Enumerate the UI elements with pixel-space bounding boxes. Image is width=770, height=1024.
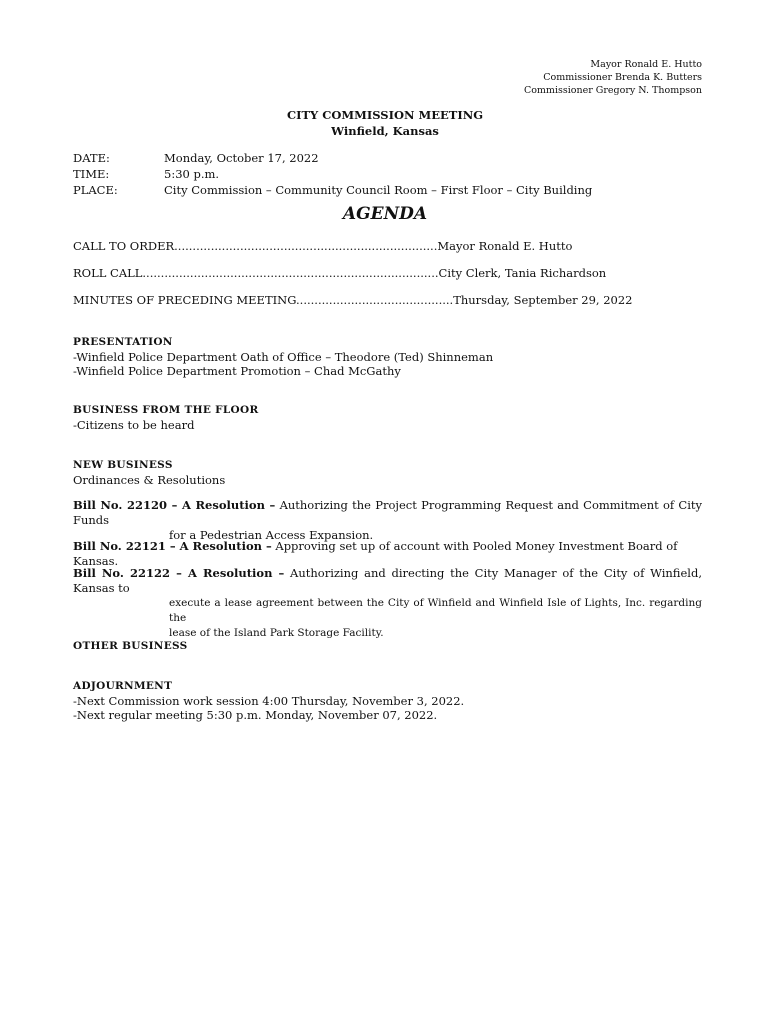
place-value: City Commission – Community Council Room – First Floor – City Building xyxy=(164,183,593,197)
meeting-location: Winfield, Kansas xyxy=(331,124,439,138)
presentation-section xyxy=(73,335,493,379)
bill-continuation: lease of the Island Park Storage Facility. xyxy=(169,627,384,639)
official-commissioner-1: Commissioner Brenda K. Butters xyxy=(543,72,702,83)
business-from-floor-heading: BUSINESS FROM THE FLOOR xyxy=(73,404,259,416)
meeting-title-block xyxy=(0,107,770,139)
minutes-value: Thursday, September 29, 2022 xyxy=(453,293,633,307)
roll-call-label: ROLL CALL xyxy=(73,266,143,280)
roll-call-line xyxy=(73,266,606,280)
date-value: Monday, October 17, 2022 xyxy=(164,151,319,165)
place-label: PLACE: xyxy=(73,183,118,197)
other-business-section xyxy=(73,639,188,654)
adjournment-item: -Next regular meeting 5:30 p.m. Monday, November 07, 2022. xyxy=(73,708,438,722)
bill-text: Authorizing and directing the City Manager of the City of Winfield, Kansas to xyxy=(73,566,702,595)
bill-first-line xyxy=(73,539,702,569)
date-row xyxy=(73,150,592,166)
time-row xyxy=(73,166,592,182)
bill-continuation: for a Pedestrian Access Expansion. xyxy=(169,528,374,542)
new-business-section xyxy=(73,458,225,487)
adjournment-heading: ADJOURNMENT xyxy=(73,680,173,692)
minutes-label: MINUTES OF PRECEDING MEETING xyxy=(73,293,297,307)
bill-first-line xyxy=(73,498,702,528)
minutes-line xyxy=(73,293,633,307)
official-mayor: Mayor Ronald E. Hutto xyxy=(590,59,702,70)
bill-22122 xyxy=(73,566,702,641)
bill-first-line xyxy=(73,566,702,596)
presentation-item: -Winfield Police Department Promotion – Chad McGathy xyxy=(73,364,401,378)
place-row xyxy=(73,182,592,198)
agenda-title: AGENDA xyxy=(342,204,428,224)
business-from-floor-section xyxy=(73,403,258,432)
time-label: TIME: xyxy=(73,167,110,181)
meeting-info xyxy=(73,150,592,198)
time-value: 5:30 p.m. xyxy=(164,167,220,181)
business-from-floor-item: -Citizens to be heard xyxy=(73,417,195,432)
bill-continuation: execute a lease agreement between the City of Winfield and Winfield Isle of Lights, Inc. regarding the xyxy=(169,597,702,624)
minutes-dots: ........................................... xyxy=(296,293,454,307)
bill-text: Approving set up of account with Pooled Money Investment Board of Kansas. xyxy=(73,539,678,568)
call-to-order-value: Mayor Ronald E. Hutto xyxy=(437,239,573,253)
bill-number: Bill No. 22120 – A Resolution – xyxy=(73,498,276,512)
call-to-order-dots: ........................................................................ xyxy=(174,239,438,253)
official-commissioner-2: Commissioner Gregory N. Thompson xyxy=(523,85,702,96)
bill-number: Bill No. 22121 – A Resolution – xyxy=(73,539,272,553)
other-business-heading: OTHER BUSINESS xyxy=(73,640,188,652)
bill-22121 xyxy=(73,539,702,569)
adjournment-item: -Next Commission work session 4:00 Thursday, November 3, 2022. xyxy=(73,693,465,708)
bill-number: Bill No. 22122 – A Resolution – xyxy=(73,566,285,580)
call-to-order-line xyxy=(73,239,572,253)
presentation-heading: PRESENTATION xyxy=(73,336,173,348)
roll-call-value: City Clerk, Tania Richardson xyxy=(438,266,607,280)
officials-list xyxy=(524,58,702,97)
adjournment-section xyxy=(73,679,464,723)
bill-22120 xyxy=(73,498,702,543)
presentation-item: -Winfield Police Department Oath of Office – Theodore (Ted) Shinneman xyxy=(73,349,494,364)
date-label: DATE: xyxy=(73,151,110,165)
roll-call-dots: ................................................................................. xyxy=(142,266,439,280)
call-to-order-label: CALL TO ORDER xyxy=(73,239,175,253)
new-business-subheading: Ordinances & Resolutions xyxy=(73,472,226,487)
bill-text: Authorizing the Project Programming Request and Commitment of City Funds xyxy=(73,498,702,527)
meeting-title: CITY COMMISSION MEETING xyxy=(286,108,484,122)
new-business-heading: NEW BUSINESS xyxy=(73,459,173,471)
